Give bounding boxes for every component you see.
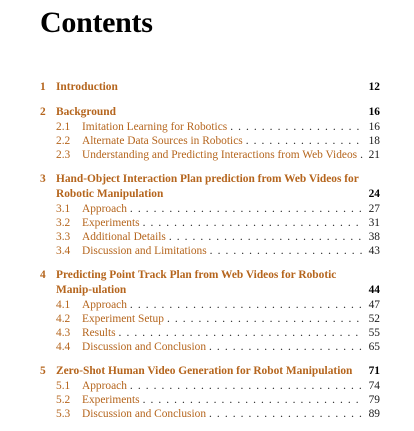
chapter-5	[40, 364, 380, 421]
chapter-title-link[interactable]: Zero-Shot Human Video Generation for Robot Manipulation	[56, 365, 353, 377]
dot-leader	[246, 134, 363, 148]
dot-leader	[169, 230, 363, 244]
section-number: 4.2	[56, 313, 71, 325]
section-title-link[interactable]: Approach	[82, 203, 127, 215]
table-of-contents	[40, 80, 380, 431]
section-title-link[interactable]: Experiments	[82, 394, 140, 406]
section-page: 38	[368, 231, 380, 243]
section-page: 31	[368, 217, 380, 229]
dot-leader	[167, 312, 363, 326]
section-number: 4.1	[56, 299, 71, 311]
section-title-link[interactable]: Understanding and Predicting Interactions from Web Videos	[82, 149, 358, 161]
section-entry[interactable]	[40, 340, 380, 354]
chapter-number: 5	[40, 365, 46, 377]
section-number: 2.3	[56, 149, 71, 161]
chapter-number: 4	[40, 269, 46, 281]
section-page: 27	[368, 203, 380, 215]
section-entry[interactable]	[40, 407, 380, 421]
section-entry[interactable]	[40, 393, 380, 407]
section-entry[interactable]	[40, 120, 380, 134]
chapter-entry[interactable]	[40, 364, 380, 379]
chapter-entry[interactable]	[40, 268, 380, 298]
section-number: 5.3	[56, 408, 71, 420]
section-entry[interactable]	[40, 298, 380, 312]
section-entry[interactable]	[40, 312, 380, 326]
section-title-link[interactable]: Experiments	[82, 217, 140, 229]
chapter-entry[interactable]	[40, 172, 380, 202]
section-number: 4.3	[56, 327, 71, 339]
section-number: 3.3	[56, 231, 71, 243]
section-number: 5.1	[56, 380, 71, 392]
section-title-link[interactable]: Alternate Data Sources in Robotics	[82, 135, 243, 147]
section-title-link[interactable]: Experiment Setup	[82, 313, 164, 325]
chapter-page: 24	[368, 188, 380, 200]
section-title-link[interactable]: Results	[82, 327, 116, 339]
section-page: 21	[368, 149, 380, 161]
section-number: 3.1	[56, 203, 71, 215]
chapter-title-link[interactable]: Introduction	[56, 81, 118, 93]
chapter-4	[40, 268, 380, 354]
section-title-link[interactable]: Imitation Learning for Robotics	[82, 121, 228, 133]
dot-leader	[360, 148, 363, 162]
section-title-link[interactable]: Discussion and Conclusion	[82, 341, 207, 353]
chapter-number: 2	[40, 106, 46, 118]
section-number: 2.2	[56, 135, 71, 147]
dot-leader	[209, 407, 363, 421]
chapter-3	[40, 172, 380, 258]
section-number: 2.1	[56, 121, 71, 133]
dot-leader	[119, 326, 363, 340]
chapter-title-link[interactable]: Hand-Object Interaction Plan prediction from Web Videos for Robotic Manipulation	[56, 173, 359, 200]
section-entry[interactable]	[40, 202, 380, 216]
section-page: 47	[368, 299, 380, 311]
section-entry[interactable]	[40, 148, 380, 162]
section-page: 79	[368, 394, 380, 406]
section-page: 18	[368, 135, 380, 147]
dot-leader	[209, 340, 363, 354]
dot-leader	[130, 379, 363, 393]
chapter-entry[interactable]	[40, 105, 380, 120]
section-title-link[interactable]: Additional Details	[82, 231, 166, 243]
chapter-entry[interactable]	[40, 80, 380, 95]
section-title-link[interactable]: Approach	[82, 380, 127, 392]
section-number: 3.4	[56, 245, 71, 257]
section-number: 4.4	[56, 341, 71, 353]
dot-leader	[130, 298, 363, 312]
section-page: 52	[368, 313, 380, 325]
dot-leader	[210, 244, 363, 258]
chapter-number: 3	[40, 173, 46, 185]
chapter-page: 71	[368, 365, 380, 377]
section-entry[interactable]	[40, 244, 380, 258]
section-page: 43	[368, 245, 380, 257]
chapter-title-link[interactable]: Predicting Point Track Plan from Web Videos for Robotic Manip-ulation	[56, 269, 337, 296]
section-page: 16	[368, 121, 380, 133]
section-page: 89	[368, 408, 380, 420]
section-title-link[interactable]: Discussion and Conclusion	[82, 408, 207, 420]
chapter-title-link[interactable]: Background	[56, 106, 116, 118]
section-page: 65	[368, 341, 380, 353]
section-entry[interactable]	[40, 230, 380, 244]
section-title-link[interactable]: Approach	[82, 299, 127, 311]
dot-leader	[143, 393, 363, 407]
section-page: 55	[368, 327, 380, 339]
section-entry[interactable]	[40, 134, 380, 148]
section-entry[interactable]	[40, 379, 380, 393]
section-title-link[interactable]: Discussion and Limitations	[82, 245, 207, 257]
chapter-page: 12	[368, 81, 380, 93]
chapter-1	[40, 80, 380, 95]
section-entry[interactable]	[40, 216, 380, 230]
dot-leader	[143, 216, 363, 230]
dot-leader	[130, 202, 363, 216]
page-title: Contents	[40, 6, 153, 39]
section-page: 74	[368, 380, 380, 392]
section-number: 5.2	[56, 394, 71, 406]
chapter-number: 1	[40, 81, 46, 93]
section-entry[interactable]	[40, 326, 380, 340]
chapter-page: 16	[368, 106, 380, 118]
dot-leader	[230, 120, 363, 134]
section-number: 3.2	[56, 217, 71, 229]
chapter-2	[40, 105, 380, 162]
chapter-page: 44	[368, 284, 380, 296]
